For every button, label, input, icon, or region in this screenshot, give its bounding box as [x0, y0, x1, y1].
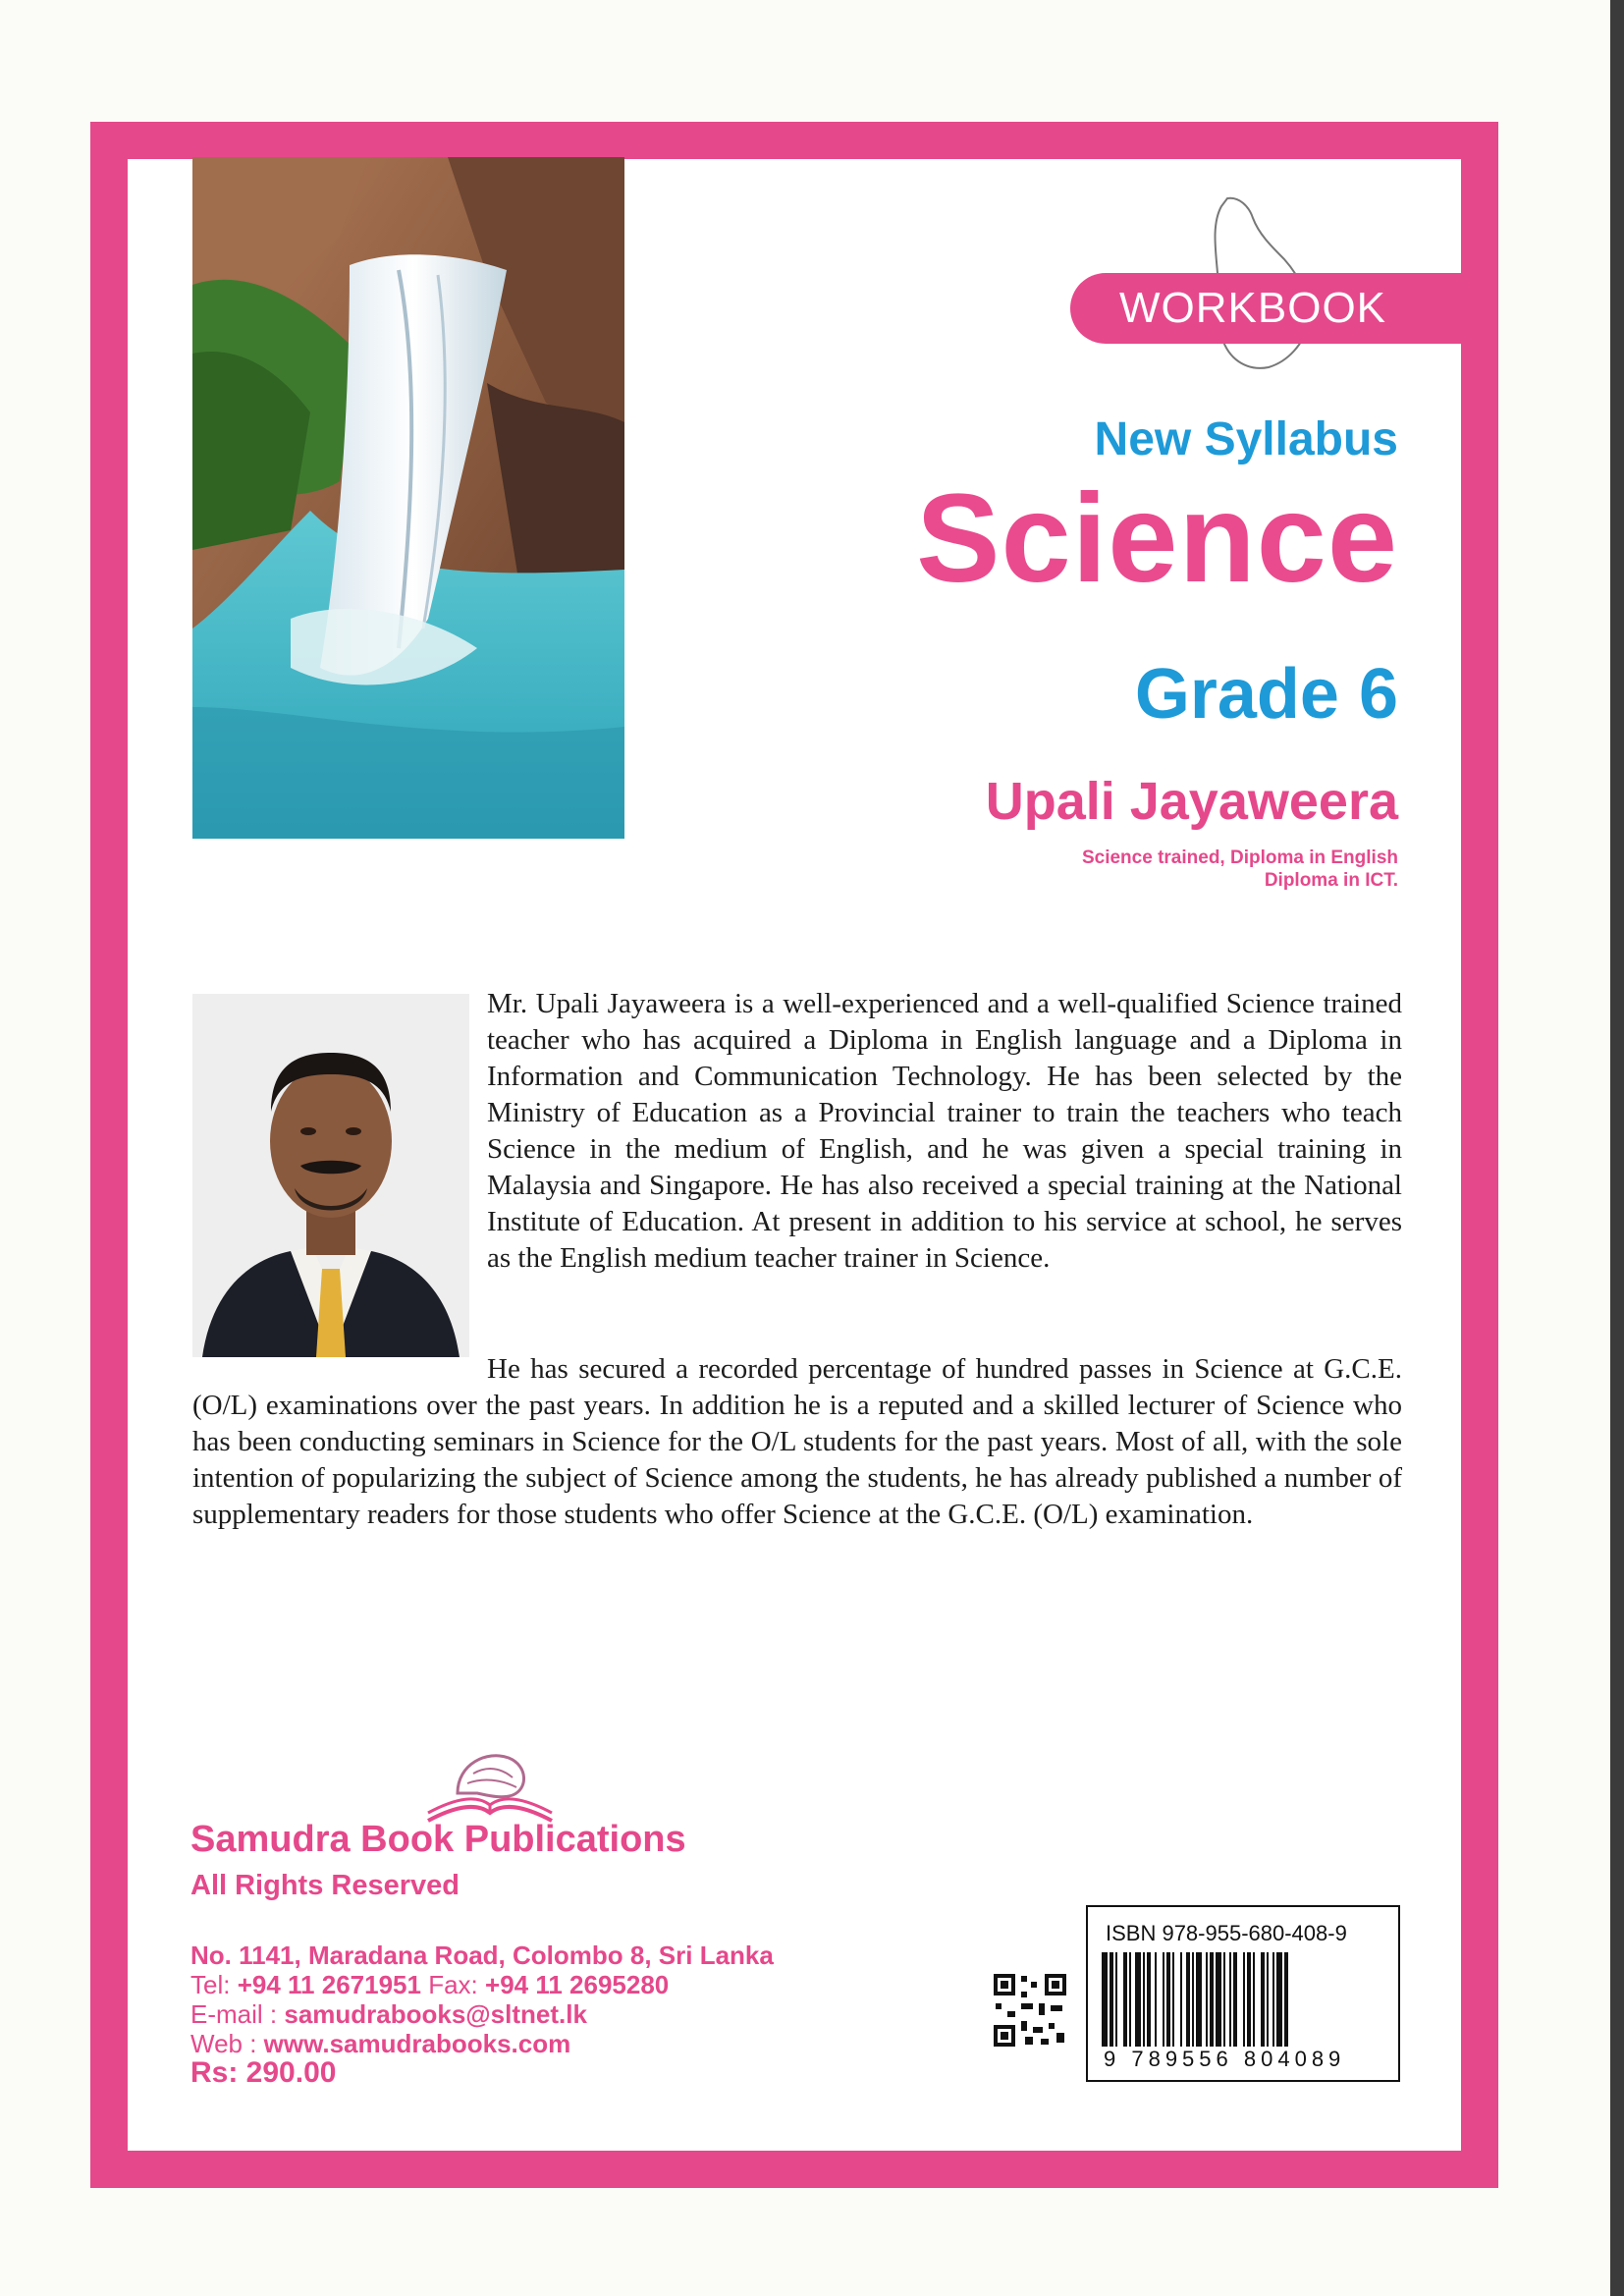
tel-number: +94 11 2671951 — [237, 1970, 421, 1999]
barcode-bar — [1229, 1952, 1231, 2050]
web-address: www.samudrabooks.com — [263, 2029, 571, 2058]
barcode-bar — [1192, 1952, 1194, 2050]
publisher-email — [190, 1999, 587, 2030]
fax-number: +94 11 2695280 — [485, 1970, 670, 1999]
author-portrait — [192, 994, 469, 1357]
barcode-bars — [1098, 1952, 1392, 2052]
barcode-bar — [1206, 1952, 1208, 2050]
book-title: Science — [916, 468, 1398, 609]
isbn-label: ISBN 978-955-680-408-9 — [1106, 1921, 1347, 1945]
barcode-bar — [1135, 1952, 1141, 2050]
barcode-digits: 9 789556 804089 — [1104, 2047, 1346, 2071]
barcode-bar — [1123, 1952, 1127, 2050]
web-label: Web : — [190, 2029, 257, 2058]
barcode-bar — [1272, 1952, 1274, 2050]
barcode-bar — [1216, 1952, 1221, 2050]
email-label: E-mail : — [190, 1999, 278, 2029]
barcode-bar — [1129, 1952, 1131, 2050]
tel-label: Tel: — [190, 1970, 231, 1999]
barcode-bar — [1186, 1952, 1190, 2050]
publisher-address: No. 1141, Maradana Road, Colombo 8, Sri Lanka — [190, 1941, 774, 1970]
barcode-bar — [1233, 1952, 1237, 2050]
qualifications-line-2: Diploma in ICT. — [1264, 870, 1398, 891]
qr-code-icon — [992, 1972, 1068, 2049]
barcode-bar — [1253, 1952, 1255, 2050]
bio-paragraph-1: Mr. Upali Jayaweera is a well-experienced and a well-qualified Science trained teacher who has acquired a Diploma in English language and a Diploma in Information and Communication Technology. He has been selected by the Ministry of Education as a Provincial trainer to train the teachers who teach Science in the medium of English, and he was given a special training in Malaysia and Singapore. He has also received a special training at the National Institute of Education. At present in addition to his service at school, he serves as the English medium teacher trainer in Science. — [487, 988, 1402, 1274]
bio-paragraph-2: He has secured a recorded percentage of hundred passes in Science at G.C.E. (O/L) examinations over the past years. In addition he is a reputed and a skilled lecturer of Science who has been conducting seminars in Science for the O/L students for the past years. Most of all, with the sole intention of popularizing the subject of Science among the students, he has already published a number of supplementary readers for those students who offer Science at the G.C.E. (O/L) examination. — [192, 1353, 1402, 1530]
rights-notice: All Rights Reserved — [190, 1870, 460, 1901]
subtitle: New Syllabus — [1094, 413, 1398, 465]
workbook-banner: WORKBOOK — [1070, 273, 1461, 344]
barcode-bar — [1155, 1952, 1157, 2050]
barcode-bar — [1247, 1952, 1251, 2050]
barcode-bar — [1284, 1952, 1288, 2050]
publisher-phone — [190, 1970, 669, 2000]
barcode-bar — [1243, 1952, 1245, 2050]
barcode-bar — [1210, 1952, 1214, 2050]
barcode-bar — [1102, 1952, 1108, 2050]
price: Rs: 290.00 — [190, 2056, 337, 2089]
grade-label: Grade 6 — [1134, 655, 1398, 734]
qualifications-line-1: Science trained, Diploma in English — [1081, 847, 1398, 868]
publisher-name: Samudra Book Publications — [190, 1819, 686, 1860]
barcode-bar — [1267, 1952, 1269, 2050]
barcode-bar — [1223, 1952, 1225, 2050]
barcode-bar — [1276, 1952, 1282, 2050]
barcode-bar — [1261, 1952, 1265, 2050]
barcode-bar — [1163, 1952, 1164, 2050]
barcode-bar — [1166, 1952, 1170, 2050]
fax-label: Fax: — [428, 1970, 478, 1999]
email-address: samudrabooks@sltnet.lk — [284, 1999, 587, 2029]
barcode-bar — [1115, 1952, 1117, 2050]
author-name: Upali Jayaweera — [985, 772, 1398, 831]
barcode-bar — [1196, 1952, 1202, 2050]
author-qualifications — [1082, 847, 1398, 892]
shell-book-logo-icon — [418, 1744, 562, 1827]
waterfall-photo — [192, 157, 624, 839]
barcode-bar — [1143, 1952, 1145, 2050]
barcode-bar — [1147, 1952, 1151, 2050]
barcode-bar — [1180, 1952, 1182, 2050]
page-edge-shadow — [1610, 0, 1624, 2296]
barcode-bar — [1172, 1952, 1174, 2050]
barcode-bar — [1110, 1952, 1113, 2050]
isbn-barcode — [1086, 1905, 1400, 2082]
publisher-website — [190, 2029, 570, 2059]
